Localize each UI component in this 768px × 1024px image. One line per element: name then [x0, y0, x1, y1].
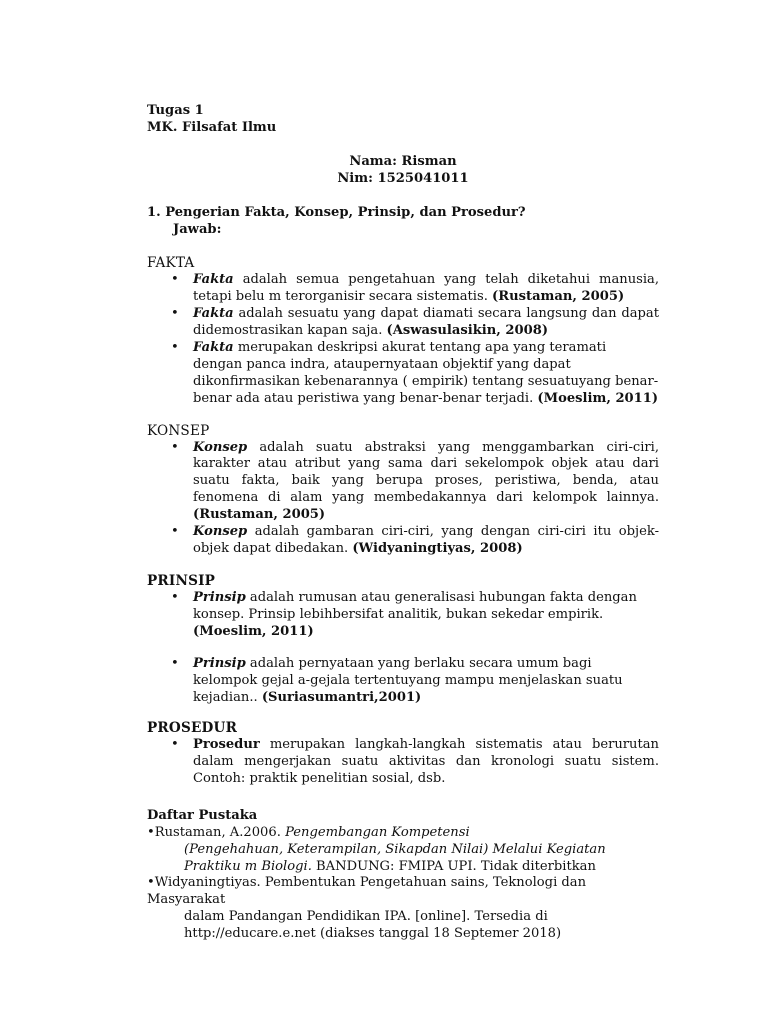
section-title-fakta: FAKTA — [147, 255, 195, 272]
course-label: MK. Filsafat Ilmu — [147, 119, 277, 135]
section-title-konsep: KONSEP — [147, 422, 210, 439]
section-title-prinsip: PRINSIP — [147, 572, 216, 589]
list-item: • Fakta merupakan deskripsi akurat tentang apa yang teramati dengan panca indra, ataupernyataan objektif yang dapat dikonfirmasikan kebenarannya ( empirik) tentang sesuatuyang benar-benar ada atau peristiwa yang benar-benar terjadi. (Moeslim, 2011) — [147, 340, 659, 408]
question-text: 1. Pengerian Fakta, Konsep, Prinsip, dan Prosedur? — [147, 204, 526, 220]
list-item: • Fakta adalah sesuatu yang dapat diamati secara langsung dan dapat didemostrasikan kapan saja. (Aswasulasikin, 2008) — [147, 306, 659, 340]
student-name: Nama: Risman — [349, 153, 457, 169]
document-page — [147, 103, 659, 943]
list-item: • Prinsip adalah rumusan atau generalisasi hubungan fakta dengan konsep. Prinsip lebihbersifat analitik, bukan sekedar empirik. (Moeslim, 2011) — [147, 590, 659, 641]
references-title: Daftar Pustaka — [147, 807, 258, 823]
list-item: • Konsep adalah gambaran ciri-ciri, yang dengan ciri-ciri itu objek-objek dapat dibedakan. (Widyaningtiyas, 2008) — [147, 524, 659, 558]
list-item: • Fakta adalah semua pengetahuan yang telah diketahui manusia, tetapi belu m terorganisir secara sistematis. (Rustaman, 2005) — [147, 272, 659, 306]
reference-item: •Widyaningtiyas. Pembentukan Pengetahuan sains, Teknologi dan Masyarakat dalam Pandangan Pendidikan IPA. [online]. Tersedia di http://educare.e.net (diakses tanggal 18 Septemer 2018) — [147, 875, 659, 943]
answer-label: Jawab: — [173, 221, 222, 237]
section-title-prosedur: PROSEDUR — [147, 720, 238, 737]
reference-item: •Rustaman, A.2006. Pengembangan Kompetensi (Pengehahuan, Keterampilan, Sikapdan Nilai) Melalui Kegiatan Praktiku m Biologi. BANDUNG: FMIPA UPI. Tidak diterbitkan — [147, 824, 606, 874]
prinsip-list — [147, 590, 659, 707]
konsep-list — [147, 440, 659, 558]
prosedur-list — [147, 737, 659, 788]
student-nim: Nim: 1525041011 — [337, 170, 469, 186]
list-item: • Prosedur merupakan langkah-langkah sistematis atau berurutan dalam mengerjakan suatu aktivitas dan kronologi suatu sistem. Contoh: praktik penelitian sosial, dsb. — [147, 737, 659, 788]
fakta-list — [147, 272, 659, 407]
reference-link[interactable]: http://educare.e.net (diakses tanggal 18 Septemer 2018) — [184, 926, 562, 942]
assignment-label: Tugas 1 — [147, 103, 204, 118]
list-item: • Konsep adalah suatu abstraksi yang menggambarkan ciri-ciri, karakter atau atribut yang sama dari sekelompok objek atau dari suatu fakta, baik yang berupa proses, peristiwa, benda, atau fenomena di alam yang membedakannya dari kelompok lainnya. (Rustaman, 2005) — [147, 440, 659, 525]
list-item: • Prinsip adalah pernyataan yang berlaku secara umum bagi kelompok gejal a-gejala tertentuyang mampu menjelaskan suatu kejadian.. (Suriasumantri,2001) — [147, 656, 659, 707]
